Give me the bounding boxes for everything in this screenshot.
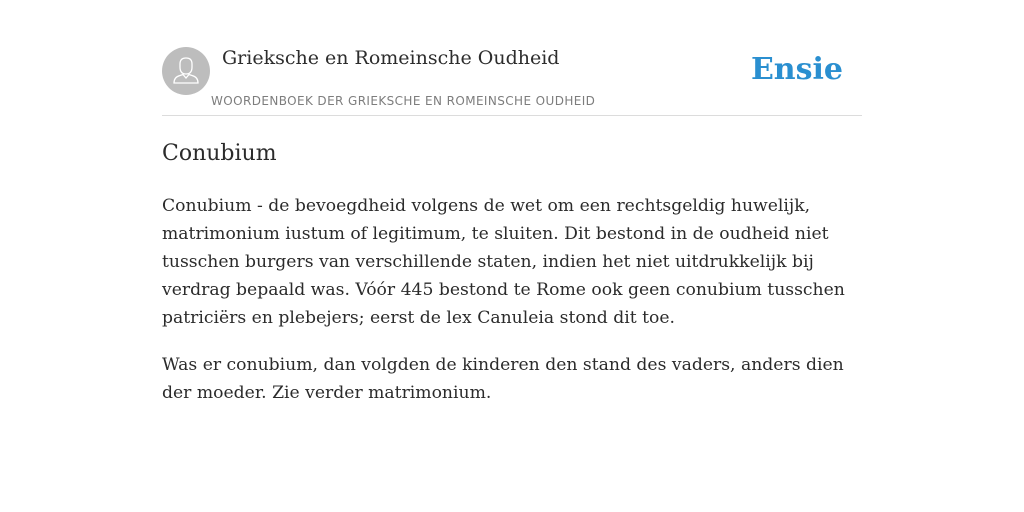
ensie-logo-link[interactable]: Ensie — [750, 52, 843, 87]
entry-paragraph: Conubium - de bevoegdheid volgens de wet om een rechtsgeldig huwelijk, matrimonium iustum of legitimum, te sluiten. Dit bestond in de oudheid niet tusschen burgers van verschillende staten, indien het niet uitdrukkelijk bij verdrag bepaald was. Vóór 445 bestond te Rome ook geen conubium tusschen patriciërs en plebejers; eerst de lex Canuleia stond dit toe. — [162, 196, 845, 328]
source-title[interactable]: Grieksche en Romeinsche Oudheid — [222, 47, 560, 69]
page-container — [162, 0, 862, 512]
source-header — [162, 0, 862, 116]
entry-title: Conubium — [162, 141, 277, 166]
user-avatar-icon[interactable] — [162, 47, 210, 95]
entry-body — [162, 192, 862, 426]
source-subtitle: WOORDENBOEK DER GRIEKSCHE EN ROMEINSCHE OUDHEID — [211, 94, 596, 108]
entry-paragraph: Was er conubium, dan volgden de kinderen den stand des vaders, anders dien der moeder. Zie verder matrimonium. — [162, 355, 844, 403]
